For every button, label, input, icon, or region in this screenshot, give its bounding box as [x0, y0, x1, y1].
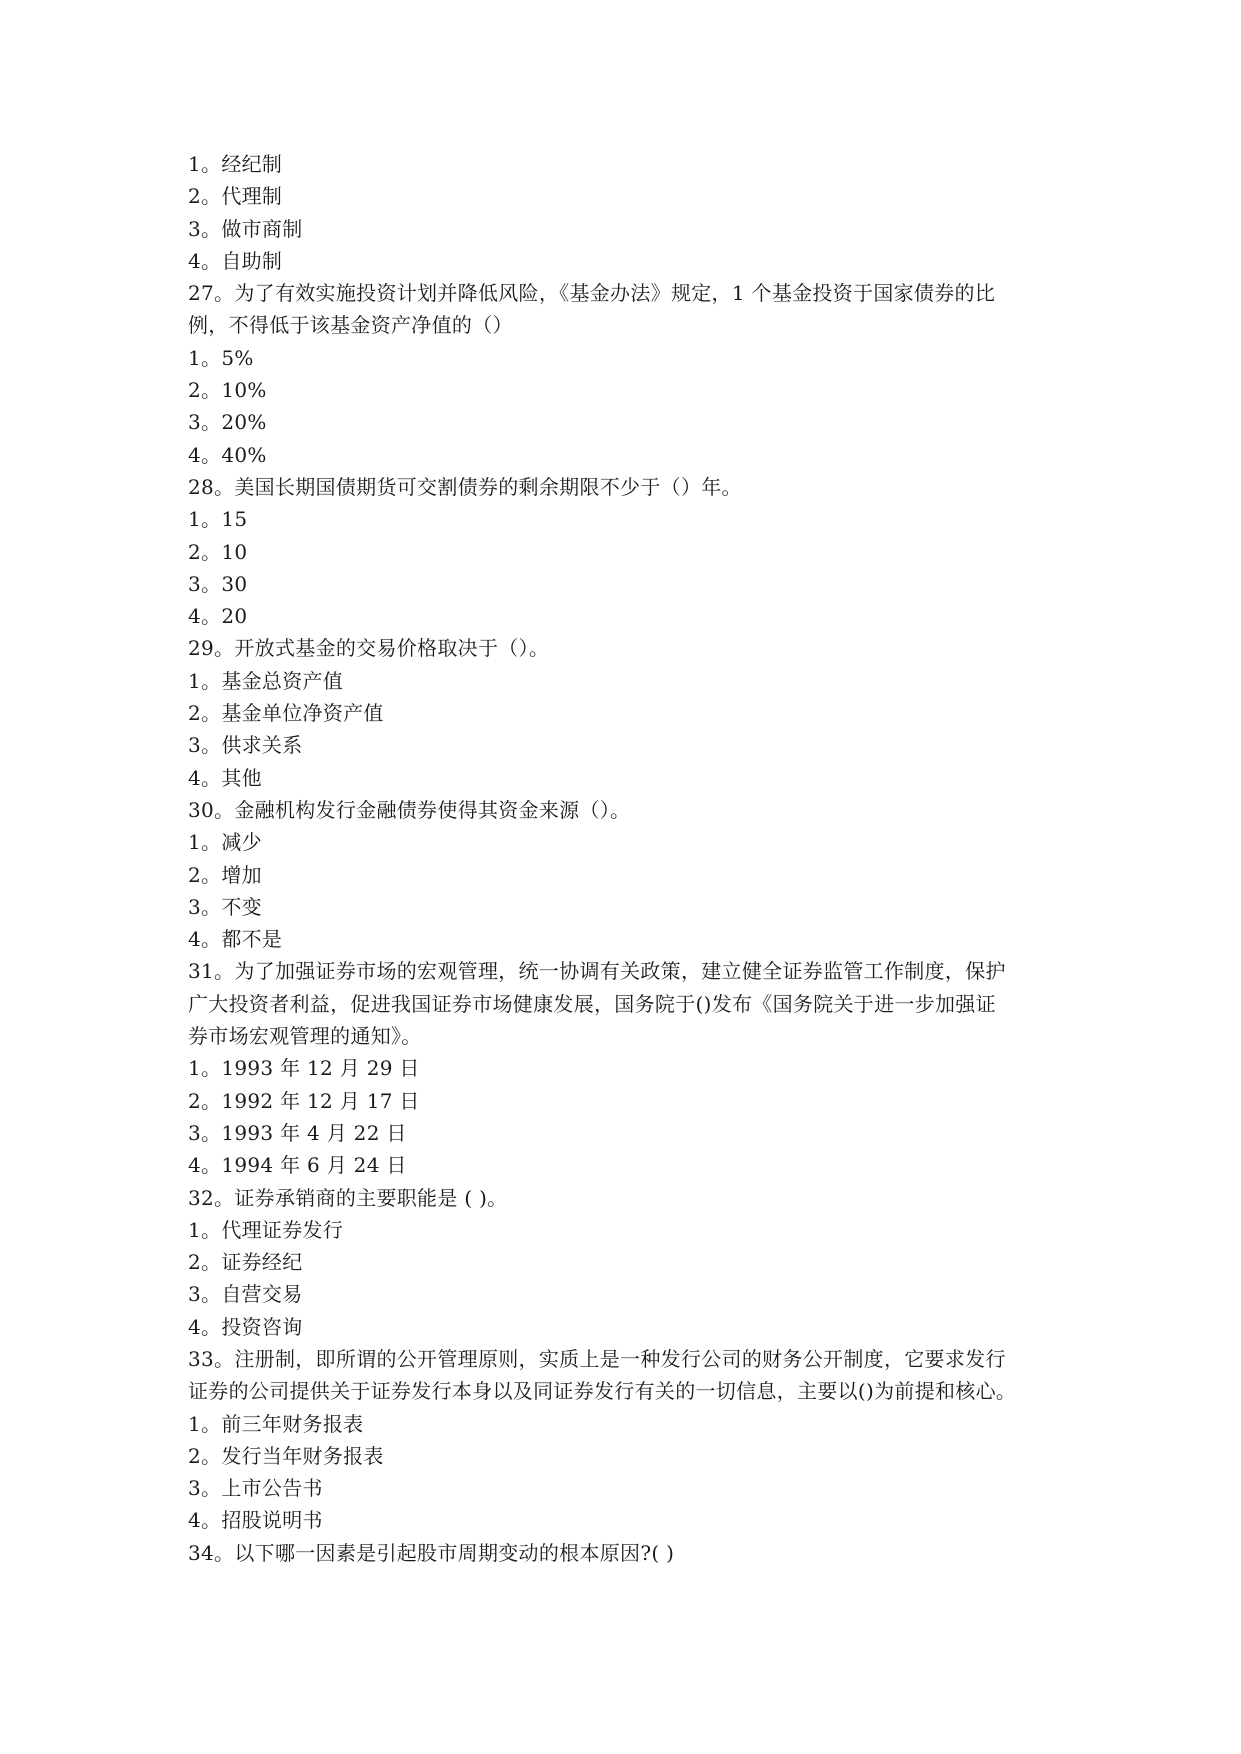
question-33-line-2: 证券的公司提供关于证券发行本身以及同证券发行有关的一切信息，主要以()为前提和核心。 — [188, 1379, 1017, 1404]
option-line: 3。20% — [188, 410, 267, 435]
option-line: 4。自助制 — [188, 248, 283, 273]
option-line: 3。不变 — [188, 894, 262, 919]
option-line: 3。自营交易 — [188, 1282, 303, 1307]
option-line: 2。证券经纪 — [188, 1250, 303, 1275]
question-27-line-2: 例，不得低于该基金资产净值的（） — [188, 313, 513, 338]
question-31-line-1: 31。为了加强证券市场的宏观管理，统一协调有关政策，建立健全证券监管工作制度，保护 — [188, 959, 1006, 984]
option-line: 2。基金单位净资产值 — [188, 701, 384, 726]
option-line: 1。代理证券发行 — [188, 1217, 344, 1242]
option-line: 2。1992 年 12 月 17 日 — [188, 1088, 420, 1113]
option-line: 3。供求关系 — [188, 733, 303, 758]
option-line: 1。基金总资产值 — [188, 668, 344, 693]
question-34: 34。以下哪一因素是引起股市周期变动的根本原因?( ) — [188, 1540, 675, 1565]
question-33-line-1: 33。注册制，即所谓的公开管理原则，实质上是一种发行公司的财务公开制度，它要求发行 — [188, 1346, 1006, 1371]
option-line: 3。30 — [188, 571, 248, 596]
option-line: 4。招股说明书 — [188, 1508, 323, 1533]
question-31-line-2: 广大投资者利益，促进我国证券市场健康发展，国务院于()发布《国务院关于进一步加强证 — [188, 991, 996, 1016]
question-29: 29。开放式基金的交易价格取决于（）。 — [188, 636, 550, 661]
option-line: 1。减少 — [188, 830, 262, 855]
option-line: 2。代理制 — [188, 184, 283, 209]
option-line: 2。10% — [188, 378, 267, 403]
option-line: 1。1993 年 12 月 29 日 — [188, 1056, 420, 1081]
option-line: 1。5% — [188, 345, 254, 370]
option-line: 2。增加 — [188, 862, 262, 887]
option-line: 1。15 — [188, 507, 248, 532]
question-32: 32。证券承销商的主要职能是 ( )。 — [188, 1185, 508, 1210]
option-line: 4。投资咨询 — [188, 1314, 303, 1339]
option-line: 3。上市公告书 — [188, 1476, 323, 1501]
question-28: 28。美国长期国债期货可交割债券的剩余期限不少于（）年。 — [188, 474, 742, 499]
option-line: 3。做市商制 — [188, 216, 303, 241]
option-line: 4。40% — [188, 442, 267, 467]
option-line: 4。1994 年 6 月 24 日 — [188, 1153, 407, 1178]
document-page — [188, 148, 1068, 1569]
option-line: 1。经纪制 — [188, 152, 283, 176]
question-27-line-1: 27。为了有效实施投资计划并降低风险，《基金办法》规定，1 个基金投资于国家债券的比 — [188, 281, 996, 306]
option-line: 3。1993 年 4 月 22 日 — [188, 1120, 407, 1145]
question-30: 30。金融机构发行金融债券使得其资金来源（）。 — [188, 797, 631, 822]
option-line: 1。前三年财务报表 — [188, 1411, 364, 1436]
option-line: 2。发行当年财务报表 — [188, 1443, 384, 1468]
question-31-line-3: 券市场宏观管理的通知》。 — [188, 1024, 422, 1049]
option-line: 4。20 — [188, 604, 248, 629]
option-line: 2。10 — [188, 539, 248, 564]
option-line: 4。都不是 — [188, 927, 283, 952]
option-line: 4。其他 — [188, 765, 262, 790]
